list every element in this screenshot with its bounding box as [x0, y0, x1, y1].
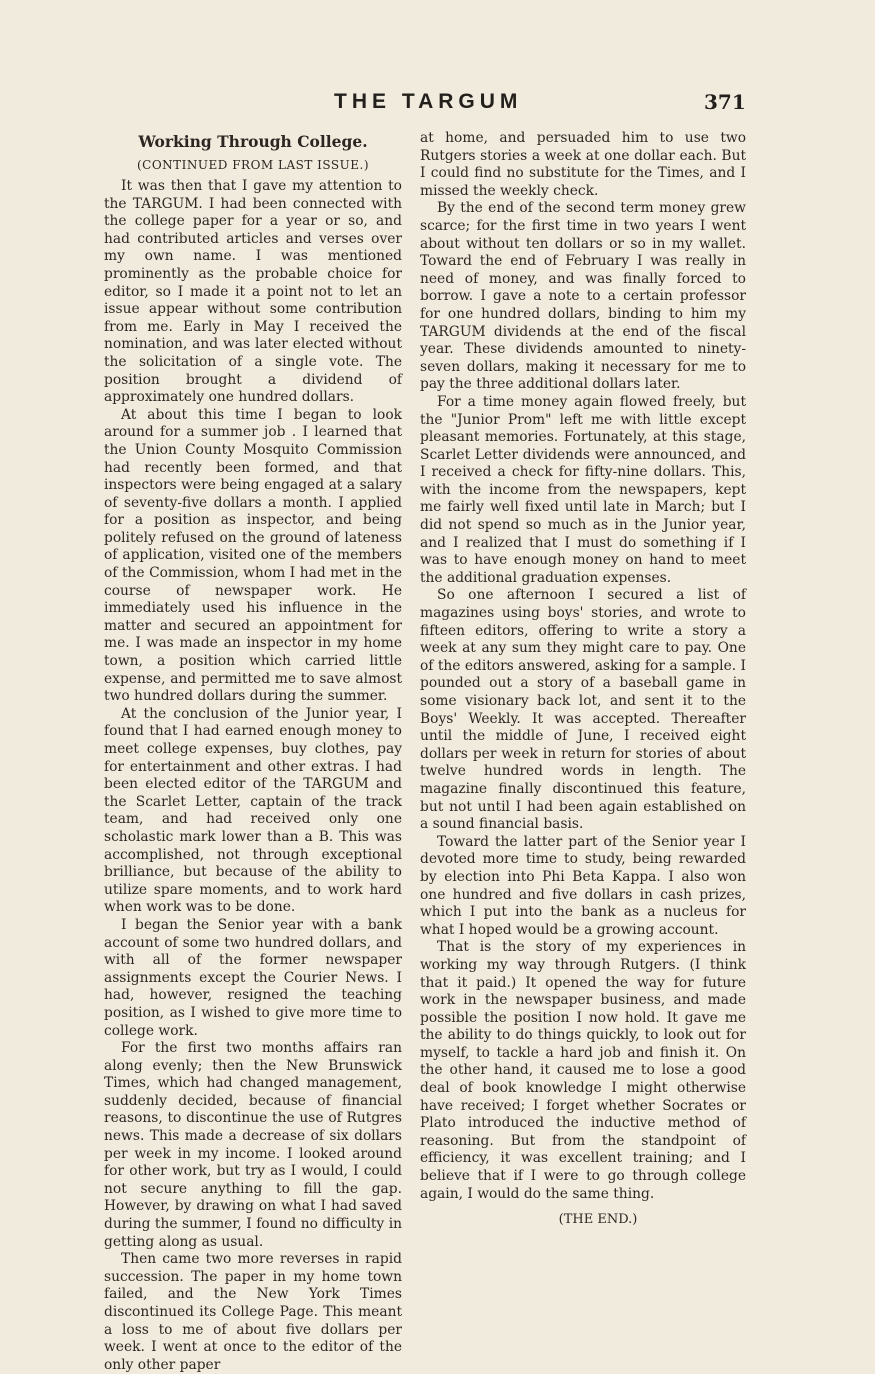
end-note: (THE END.)	[558, 1212, 638, 1228]
paragraph: At about this time I began to look around for a summer job . I learned that the Union County Mosquito Commission had recently been formed, and that inspectors were being engaged at a salary of seventy-five dollars a month. I applied for a position as inspector, and being politely refused on the ground of lateness of application, visited one of the members of the Commission, whom I had met in the course of newspaper work. He immediately used his influence in the matter and secured an appointment for me. I was made an inspector in my home town, a position which carried little expense, and permitted me to save almost two hundred dollars during the summer.	[104, 406, 402, 705]
journal-title: THE TARGUM	[334, 90, 523, 113]
paragraph: For the first two months affairs ran along evenly; then the New Brunswick Times, which had changed management, suddenly decided, because of financial reasons, to discontinue the use of Rutgres news. This made a decrease of six dollars per week in my income. I looked around for other work, but try as I would, I could not secure anything to fill the gap. However, by drawing on what I had saved during the summer, I found no difficulty in getting along as usual.	[104, 1040, 402, 1250]
continued-note: (CONTINUED FROM LAST ISSUE.)	[136, 158, 370, 172]
paragraph: I began the Senior year with a bank account of some two hundred dollars, and with all of the former newspaper assignments except the Courier News. I had, however, resigned the teaching position, as I wished to give more time to college work.	[104, 916, 402, 1039]
right-column	[420, 130, 746, 1229]
left-column	[104, 130, 402, 1374]
paragraph: It was then that I gave my attention to the TARGUM. I had been connected with the college paper for a year or so, and had contributed articles and verses over my own name. I was mentioned prominently as the probable choice for editor, so I made it a point not to let an issue appear without some contribution from me. Early in May I received the nomination, and was later elected without the solicitation of a single vote. The position brought a dividend of approximately one hundred dollars.	[104, 178, 402, 406]
running-head	[0, 90, 875, 120]
paragraph: That is the story of my experiences in working my way through Rutgers. (I think that it paid.) It opened the way for future work in the newspaper business, and made possible the position I now hold. It gave me the ability to do things quickly, to look out for myself, to tackle a hard job and finish it. On the other hand, it caused me to lose a good deal of book knowledge I might otherwise have received; I forget whether Socrates or Plato introduced the inductive method of reasoning. But from the standpoint of efficiency, it was excellent training; and I believe that if I were to go through college again, I would do the same thing.	[420, 939, 746, 1202]
article-title: Working Through College.	[138, 132, 368, 151]
page-number: 371	[704, 90, 746, 114]
paragraph: So one afternoon I secured a list of magazines using boys' stories, and wrote to fifteen editors, offering to write a story a week at any sum they might care to pay. One of the editors answered, asking for a sample. I pounded out a story of a baseball game in some visionary back lot, and sent it to the Boys' Weekly. It was accepted. Thereafter until the middle of June, I received eight dollars per week in return for stories of about twelve hundred words in length. The magazine finally discontinued this feature, but not until I had been again established on a sound financial basis.	[420, 587, 746, 833]
paragraph: By the end of the second term money grew scarce; for the first time in two years I went about without ten dollars or so in my wallet. Toward the end of February I was really in need of money, and was finally forced to borrow. I gave a note to a certain professor for one hundred dollars, binding to him my TARGUM dividends at the end of the fiscal year. These dividends amounted to ninety-seven dollars, making it necessary for me to pay the three additional dollars later.	[420, 200, 746, 393]
paragraph: at home, and persuaded him to use two Rutgers stories a week at one dollar each. But I could find no substitute for the Times, and I missed the weekly check.	[420, 130, 746, 199]
paragraph: Toward the latter part of the Senior year I devoted more time to study, being rewarded by election into Phi Beta Kappa. I also won one hundred and five dollars in cash prizes, which I put into the bank as a nucleus for what I hoped would be a growing account.	[420, 833, 746, 938]
paragraph: At the conclusion of the Junior year, I found that I had earned enough money to meet college expenses, buy clothes, pay for entertainment and other extras. I had been elected editor of the TARGUM and the Scarlet Letter, captain of the track team, and had received only one scholastic mark lower than a B. This was accomplished, not through exceptional brilliance, but because of the ability to utilize spare moments, and to work hard when work was to be done.	[104, 705, 402, 916]
paragraph: Then came two more reverses in rapid succession. The paper in my home town failed, and the New York Times discontinued its College Page. This meant a loss to me of about five dollars per week. I went at once to the editor of the only other paper	[104, 1251, 402, 1373]
paragraph: For a time money again flowed freely, but the "Junior Prom" left me with little except pleasant memories. Fortunately, at this stage, Scarlet Letter dividends were announced, and I received a check for fifty-nine dollars. This, with the income from the newspapers, kept me fairly well fixed until late in March; but I did not spend so much as in the Junior year, and I realized that I must do something if I was to have enough money on hand to meet the additional graduation expenses.	[420, 393, 746, 586]
